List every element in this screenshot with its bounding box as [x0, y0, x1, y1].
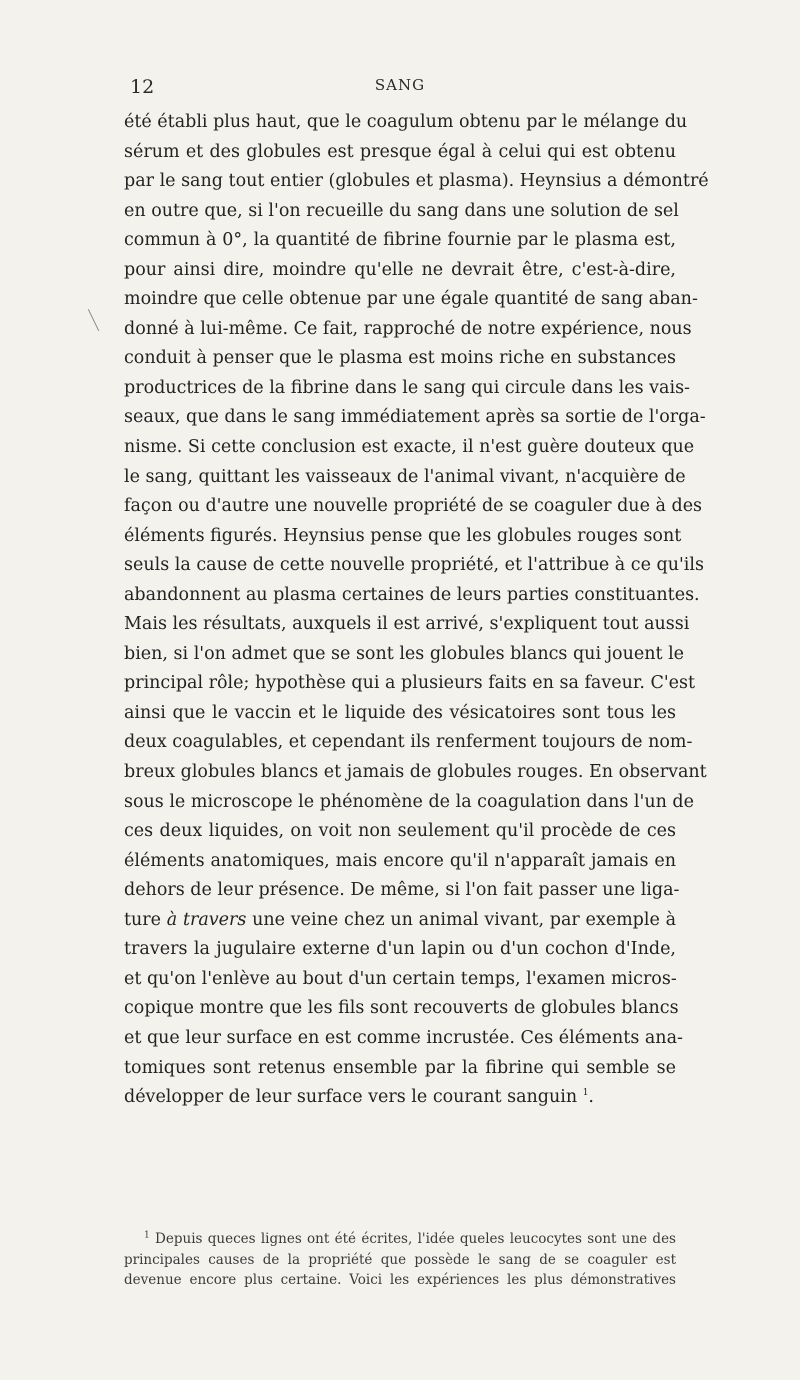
text-line: abandonnent au plasma certaines de leurs parties constituantes.: [124, 584, 700, 605]
text-line: et qu'on l'enlève au bout d'un certain temps, l'examen micros-: [124, 968, 677, 989]
text-fragment: une veine chez un animal vivant, par exemple à: [246, 909, 677, 930]
footnote-line: devenue encore plus certaine. Voici les expériences les plus démonstratives: [124, 1272, 676, 1288]
text-line: sérum et des globules est presque égal à celui qui est obtenu: [124, 141, 676, 162]
italic-phrase: à travers: [166, 909, 247, 930]
text-line: seaux, que dans le sang immédiatement après sa sortie de l'orga-: [124, 407, 706, 428]
text-line: éléments anatomiques, mais encore qu'il n'apparaît jamais en: [124, 850, 676, 871]
footnote: [124, 1229, 676, 1291]
text-line: deux coagulables, et cependant ils renferment toujours de nom-: [124, 732, 693, 753]
text-line: commun à 0°, la quantité de fibrine fournie par le plasma est,: [124, 230, 676, 251]
text-line: donné à lui-même. Ce fait, rapproché de notre expérience, nous: [124, 318, 692, 339]
text-line: travers la jugulaire externe d'un lapin ou d'un cochon d'Inde,: [124, 939, 676, 960]
page-number: 12: [130, 76, 155, 98]
text-line: été établi plus haut, que le coagulum obtenu par le mélange du: [124, 112, 688, 132]
text-fragment: développer de leur surface vers le courant sanguin: [124, 1087, 583, 1108]
text-line: éléments figurés. Heynsius pense que les globules rouges sont: [124, 525, 682, 546]
footnote-marker: 1: [144, 1230, 150, 1241]
text-line: Mais les résultats, auxquels il est arrivé, s'expliquent tout aussi: [124, 614, 690, 635]
text-line: moindre que celle obtenue par une égale quantité de sang aban-: [124, 289, 698, 310]
text-line: tomiques sont retenus ensemble par la fibrine qui semble se: [124, 1057, 676, 1078]
text-line-last: développer de leur surface vers le courant sanguin $^1$.: [124, 1087, 594, 1108]
text-line: le sang, quittant les vaisseaux de l'animal vivant, n'acquière de: [124, 466, 686, 487]
text-line: pour ainsi dire, moindre qu'elle ne devrait être, c'est-à-dire,: [124, 259, 676, 280]
text-line: breux globules blancs et jamais de globules rouges. En observant: [124, 762, 707, 783]
margin-mark: [88, 309, 99, 331]
footnote-line: [124, 1229, 676, 1250]
footnote-text: Depuis queces lignes ont été écrites, l'idée queles leucocytes sont une des: [155, 1231, 676, 1247]
text-line: seuls la cause de cette nouvelle propriété, et l'attribue à ce qu'ils: [124, 555, 704, 576]
page-header: [124, 76, 676, 106]
running-head: SANG: [374, 76, 426, 94]
text-line: ces deux liquides, on voit non seulement qu'il procède de ces: [124, 821, 676, 842]
text-line: en outre que, si l'on recueille du sang dans une solution de sel: [124, 200, 679, 221]
text-line: nisme. Si cette conclusion est exacte, il n'est guère douteux que: [124, 437, 695, 458]
text-line: ainsi que le vaccin et le liquide des vésicatoires sont tous les: [124, 702, 676, 723]
text-line: dehors de leur présence. De même, si l'on fait passer une liga-: [124, 880, 680, 901]
text-line: conduit à penser que le plasma est moins riche en substances: [124, 348, 676, 369]
text-line: sous le microscope le phénomène de la coagulation dans l'un de: [124, 791, 694, 812]
text-line: façon ou d'autre une nouvelle propriété de se coaguler due à des: [124, 496, 703, 517]
text-line: et que leur surface en est comme incrustée. Ces éléments ana-: [124, 1027, 683, 1048]
text-line: principal rôle; hypothèse qui a plusieurs faits en sa faveur. C'est: [124, 673, 696, 694]
footnote-reference[interactable]: 1: [582, 1088, 589, 1099]
text-line-with-italic: [124, 906, 676, 936]
text-line: par le sang tout entier (globules et plasma). Heynsius a démontré: [124, 171, 709, 192]
text-line: productrices de la fibrine dans le sang qui circule dans les vais-: [124, 377, 690, 398]
text-line: copique montre que les fils sont recouverts de globules blancs: [124, 998, 679, 1019]
text-fragment: ture: [124, 909, 167, 930]
body-paragraph: [124, 108, 709, 1113]
footnote-line: principales causes de la propriété que possède le sang de se coaguler est: [124, 1251, 676, 1268]
text-line: bien, si l'on admet que se sont les globules blancs qui jouent le: [124, 643, 685, 664]
